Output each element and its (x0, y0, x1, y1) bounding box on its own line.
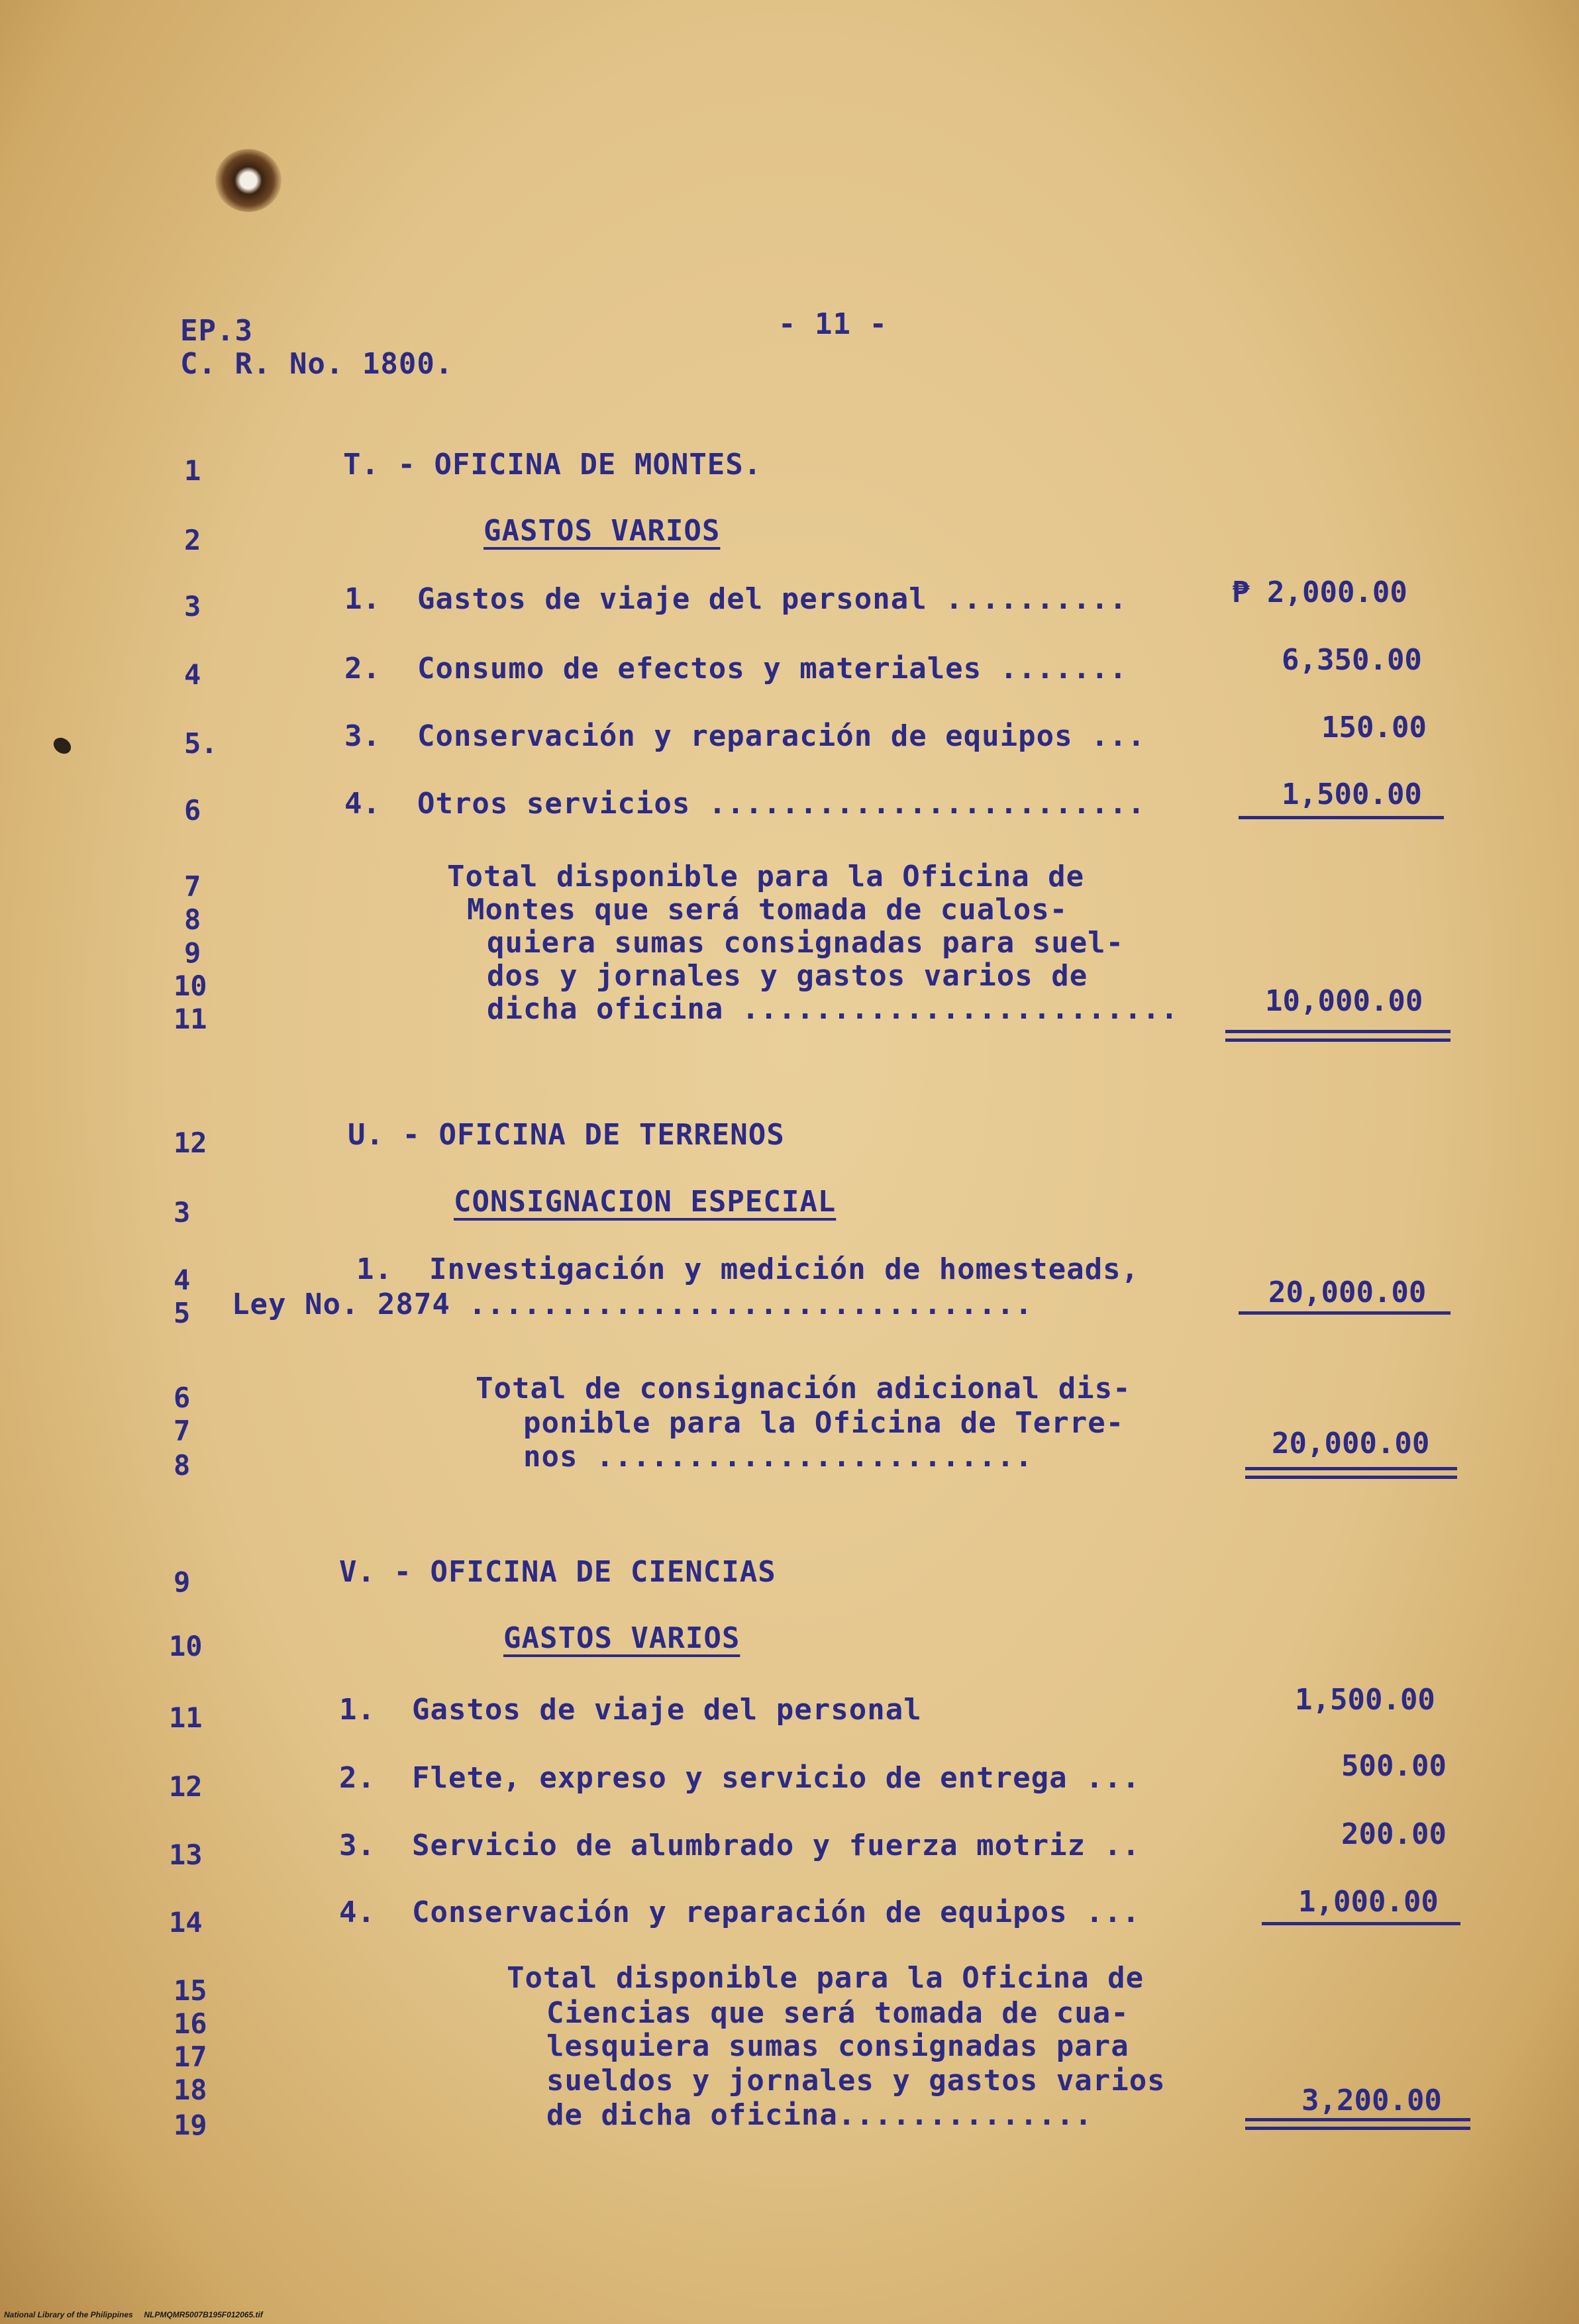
page-number: - 11 - (778, 307, 888, 341)
section-title-terrenos: U. - OFICINA DE TERRENOS (348, 1118, 785, 1152)
budget-item: 3. Conservación y reparación de equipos ... (344, 719, 1146, 753)
total-description: ponible para la Oficina de Terre- (523, 1406, 1125, 1440)
budget-amount: ₱ 2,000.00 (1232, 576, 1407, 609)
archive-footer (4, 2310, 263, 2319)
section-subtitle: GASTOS VARIOS (503, 1621, 740, 1655)
total-description: sueldos y jornales y gastos varios (546, 2064, 1166, 2097)
line-number: 6 (174, 1382, 191, 1414)
subtotal-rule (1262, 1922, 1460, 1925)
budget-amount: 6,350.00 (1282, 643, 1422, 677)
total-description: Total disponible para la Oficina de (507, 1961, 1145, 1995)
total-description: nos ........................ (523, 1440, 1033, 1474)
line-number: 12 (169, 1770, 203, 1803)
budget-amount: 1,500.00 (1295, 1683, 1435, 1717)
line-number: 7 (174, 1415, 191, 1447)
line-number: 11 (169, 1701, 203, 1734)
section-subtitle: GASTOS VARIOS (484, 514, 721, 548)
budget-amount: 1,500.00 (1282, 778, 1422, 811)
line-number: 9 (184, 936, 201, 969)
line-number: 11 (174, 1003, 207, 1035)
total-description: quiera sumas consignadas para suel- (487, 926, 1125, 960)
line-number: 10 (169, 1630, 203, 1662)
archive-filename: NLPMQMR5007B195F012065.tif (144, 2310, 263, 2319)
total-double-rule (1245, 2118, 1470, 2121)
burn-hole-mark (215, 149, 281, 212)
line-number: 13 (169, 1839, 203, 1871)
line-number: 6 (184, 794, 201, 827)
total-description: dicha oficina ........................ (487, 992, 1179, 1026)
line-number: 2 (184, 524, 201, 556)
section-subtitle: CONSIGNACION ESPECIAL (454, 1185, 837, 1219)
archive-credit: National Library of the Philippines (4, 2310, 133, 2319)
line-number: 4 (174, 1264, 191, 1296)
total-description: dos y jornales y gastos varios de (487, 959, 1088, 993)
budget-item: 2. Consumo de efectos y materiales ....... (344, 652, 1128, 685)
total-double-rule (1245, 2127, 1470, 2130)
line-number: 3 (174, 1196, 191, 1229)
budget-item: 4. Conservación y reparación de equipos ... (339, 1895, 1141, 1929)
total-amount: 10,000.00 (1265, 984, 1423, 1018)
total-description: lesquiera sumas consignadas para (546, 2029, 1129, 2063)
section-title-montes: T. - OFICINA DE MONTES. (343, 448, 762, 481)
line-number: 17 (174, 2041, 207, 2073)
total-double-rule (1225, 1030, 1451, 1033)
line-number: 8 (184, 903, 201, 936)
budget-item: 3. Servicio de alumbrado y fuerza motriz .. (339, 1829, 1141, 1862)
line-number: 8 (174, 1449, 191, 1482)
document-reference-cr: C. R. No. 1800. (180, 347, 454, 381)
line-number: 4 (184, 658, 201, 691)
ink-blot-mark (50, 734, 74, 757)
line-number: 5 (174, 1297, 191, 1329)
document-reference-ep: EP.3 (180, 314, 253, 348)
line-number: 3 (184, 590, 201, 623)
line-number: 12 (174, 1127, 207, 1159)
line-number: 7 (184, 870, 201, 903)
budget-amount: 20,000.00 (1268, 1276, 1427, 1309)
line-number: 9 (174, 1566, 191, 1598)
budget-item: 1. Gastos de viaje del personal (339, 1693, 922, 1727)
line-number: 1 (184, 454, 201, 487)
line-number: 5. (184, 727, 218, 760)
budget-item: Ley No. 2874 ............................... (232, 1288, 1033, 1321)
subtotal-rule (1239, 816, 1444, 819)
budget-amount: 1,000.00 (1298, 1885, 1439, 1919)
total-description: Ciencias que será tomada de cua- (546, 1996, 1129, 2030)
budget-item: 1. Investigación y medición de homesteads, (356, 1252, 1140, 1286)
total-double-rule (1245, 1467, 1457, 1470)
section-title-ciencias: V. - OFICINA DE CIENCIAS (339, 1555, 776, 1589)
total-amount: 20,000.00 (1272, 1427, 1430, 1460)
budget-amount: 500.00 (1341, 1749, 1447, 1783)
budget-item: 1. Gastos de viaje del personal .......... (344, 582, 1128, 616)
line-number: 18 (174, 2074, 207, 2106)
total-description: Montes que será tomada de cualos- (467, 893, 1068, 927)
total-double-rule (1245, 1476, 1457, 1479)
budget-amount: 200.00 (1341, 1817, 1447, 1851)
total-description: Total disponible para la Oficina de (447, 860, 1085, 893)
total-amount: 3,200.00 (1301, 2084, 1442, 2117)
budget-item: 4. Otros servicios ........................ (344, 787, 1146, 821)
budget-item: 2. Flete, expreso y servicio de entrega ... (339, 1761, 1141, 1795)
total-double-rule (1225, 1038, 1451, 1042)
total-description: Total de consignación adicional dis- (476, 1372, 1131, 1405)
total-description: de dicha oficina.............. (546, 2098, 1093, 2132)
line-number: 14 (169, 1906, 203, 1939)
subtotal-rule (1239, 1311, 1451, 1315)
line-number: 15 (174, 1974, 207, 2007)
line-number: 16 (174, 2007, 207, 2040)
line-number: 19 (174, 2109, 207, 2141)
line-number: 10 (174, 970, 207, 1002)
budget-amount: 150.00 (1321, 711, 1427, 744)
